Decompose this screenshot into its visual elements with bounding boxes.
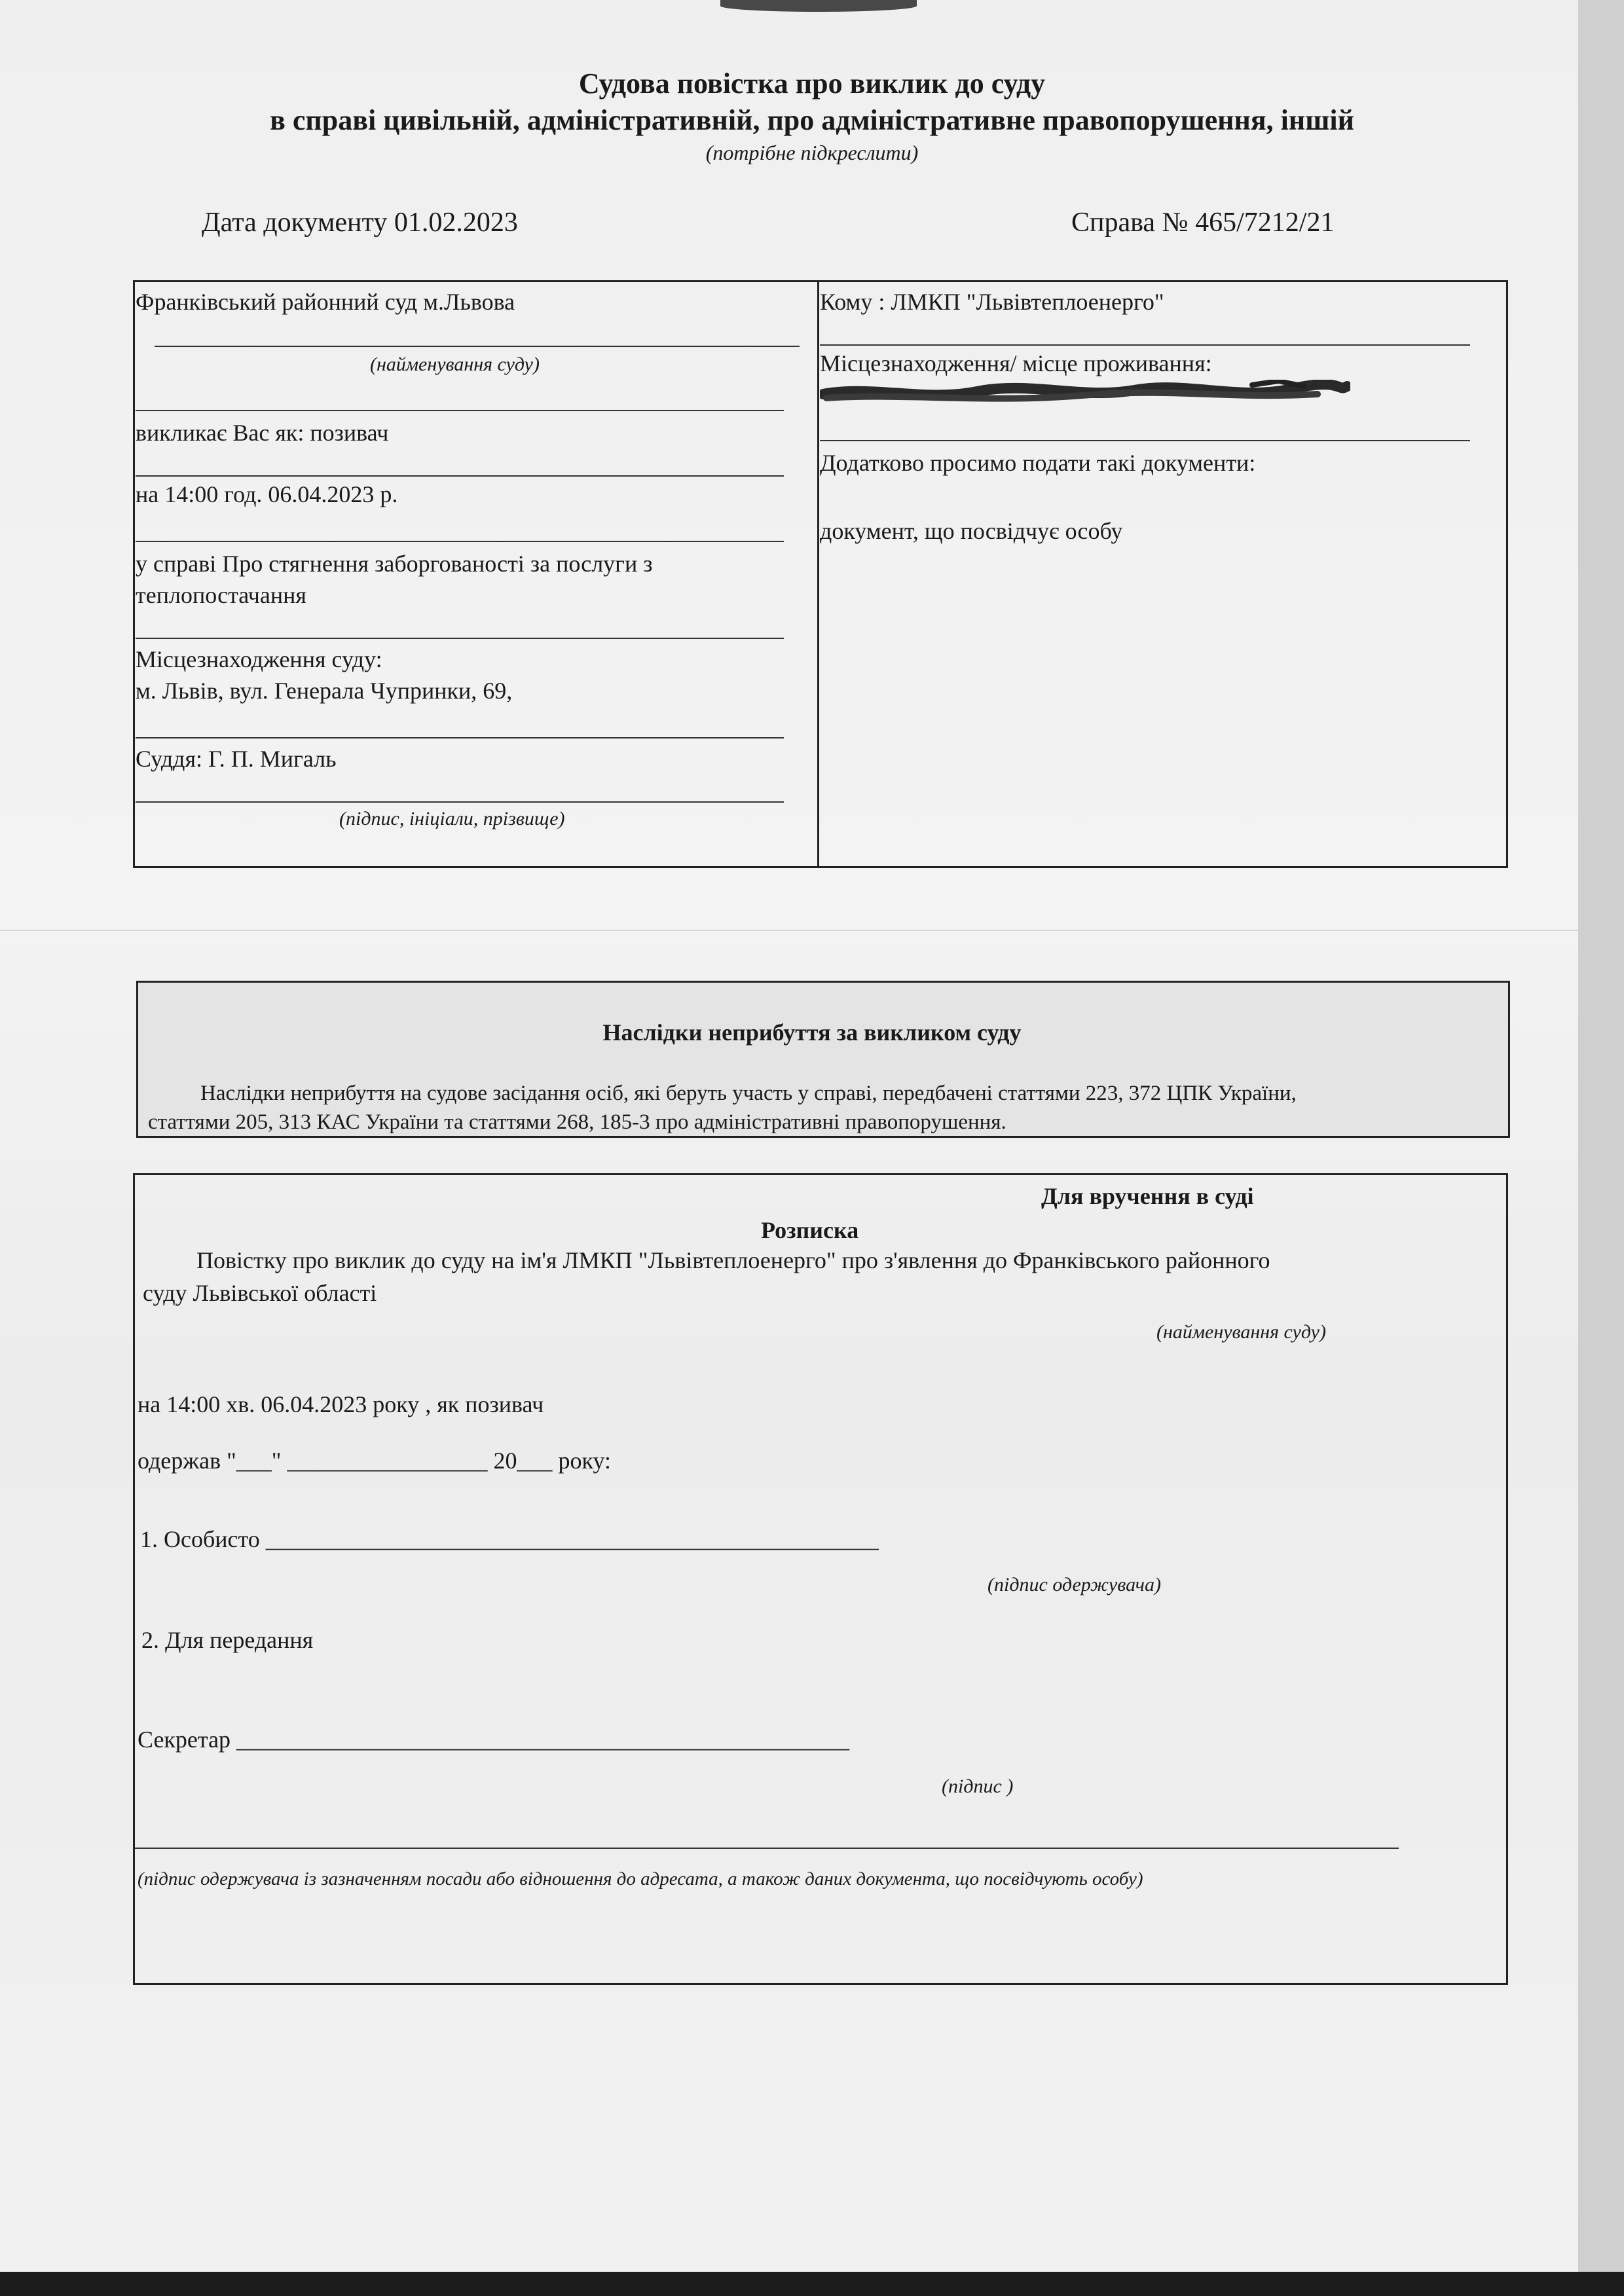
court-location-value: м. Львів, вул. Генерала Чупринки, 69, xyxy=(136,678,513,704)
signature-caption: (підпис, ініціали, прізвище) xyxy=(339,808,565,829)
consequences-text-line1: Наслідки неприбуття на судове засідання осіб, які беруть участь у справі, передбачені статтями 223, 372 ЦПК України, xyxy=(200,1082,1297,1105)
extra-documents-value: документ, що посвідчує особу xyxy=(820,518,1123,544)
rule xyxy=(820,440,1470,441)
personally-signature-line: 1. Особисто ____________________________________________________ xyxy=(140,1526,879,1552)
summoned-as: викликає Вас як: позивач xyxy=(136,420,389,446)
receipt-court-caption: (найменування суду) xyxy=(1156,1321,1326,1343)
bottom-signature-caption: (підпис одержувача із зазначенням посади або відношення до адресата, а також даних документа, що посвідчують особу) xyxy=(138,1868,1143,1889)
redacted-address-scribble xyxy=(820,380,1350,406)
rule xyxy=(136,801,784,803)
hearing-time-date: на 14:00 год. 06.04.2023 р. xyxy=(136,481,398,507)
scan-shadow-top xyxy=(720,0,917,12)
rule xyxy=(820,344,1470,346)
rule xyxy=(136,638,784,639)
scan-edge-bottom xyxy=(0,2272,1624,2296)
rule xyxy=(136,737,784,738)
document-date: Дата документу 01.02.2023 xyxy=(202,208,518,238)
column-divider xyxy=(817,280,819,868)
document-title: Судова повістка про виклик до суду xyxy=(578,67,1046,100)
for-transfer: 2. Для передання xyxy=(141,1627,314,1653)
case-subject-line2: теплопостачання xyxy=(136,582,306,608)
recipient-location-label: Місцезнаходження/ місце проживання: xyxy=(820,350,1212,376)
received-date-line: одержав "___" _________________ 20___ року: xyxy=(138,1448,612,1474)
case-number: Справа № 465/7212/21 xyxy=(1071,208,1335,238)
rule xyxy=(135,1848,1399,1849)
paper-fold-line xyxy=(0,930,1578,931)
document-subtitle: в справі цивільній, адміністративній, про адміністративне правопорушення, іншій xyxy=(270,104,1354,136)
extra-documents-label: Додатково просимо подати такі документи: xyxy=(820,450,1256,476)
receipt-text-line2: суду Львівської області xyxy=(143,1280,377,1306)
scan-edge-right xyxy=(1578,0,1624,2296)
receipt-text-line1: Повістку про виклик до суду на ім'я ЛМКП "Львівтеплоенерго" про з'явлення до Франківського районного xyxy=(196,1247,1270,1273)
court-name-caption: (найменування суду) xyxy=(370,354,540,375)
court-location-label: Місцезнаходження суду: xyxy=(136,646,382,672)
secretary-signature-line: Секретар ____________________________________________________ xyxy=(138,1726,850,1753)
consequences-heading: Наслідки неприбуття за викликом суду xyxy=(602,1019,1022,1046)
rule xyxy=(136,541,784,542)
consequences-text-line2: статтями 205, 313 КАС України та статтями 268, 185-3 про адміністративні правопорушення. xyxy=(148,1110,1006,1134)
recipient-signature-caption: (підпис одержувача) xyxy=(987,1574,1161,1595)
case-subject-line1: у справі Про стягнення заборгованості за послуги з xyxy=(136,551,653,577)
rule xyxy=(155,346,800,347)
recipient: Кому : ЛМКП "Львівтеплоенерго" xyxy=(820,289,1164,315)
document-header xyxy=(0,65,1624,166)
receipt-time-line: на 14:00 хв. 06.04.2023 року , як позивач xyxy=(138,1391,544,1417)
court-name: Франківський районний суд м.Львова xyxy=(136,289,515,315)
receipt-heading: Розписка xyxy=(761,1217,859,1243)
rule xyxy=(136,475,784,477)
judge-name: Суддя: Г. П. Мигаль xyxy=(136,746,337,772)
for-court-delivery: Для вручення в суді xyxy=(1041,1183,1254,1209)
secretary-signature-caption: (підпис ) xyxy=(942,1776,1014,1797)
rule xyxy=(136,410,784,411)
underline-note: (потрібне підкреслити) xyxy=(705,141,919,164)
